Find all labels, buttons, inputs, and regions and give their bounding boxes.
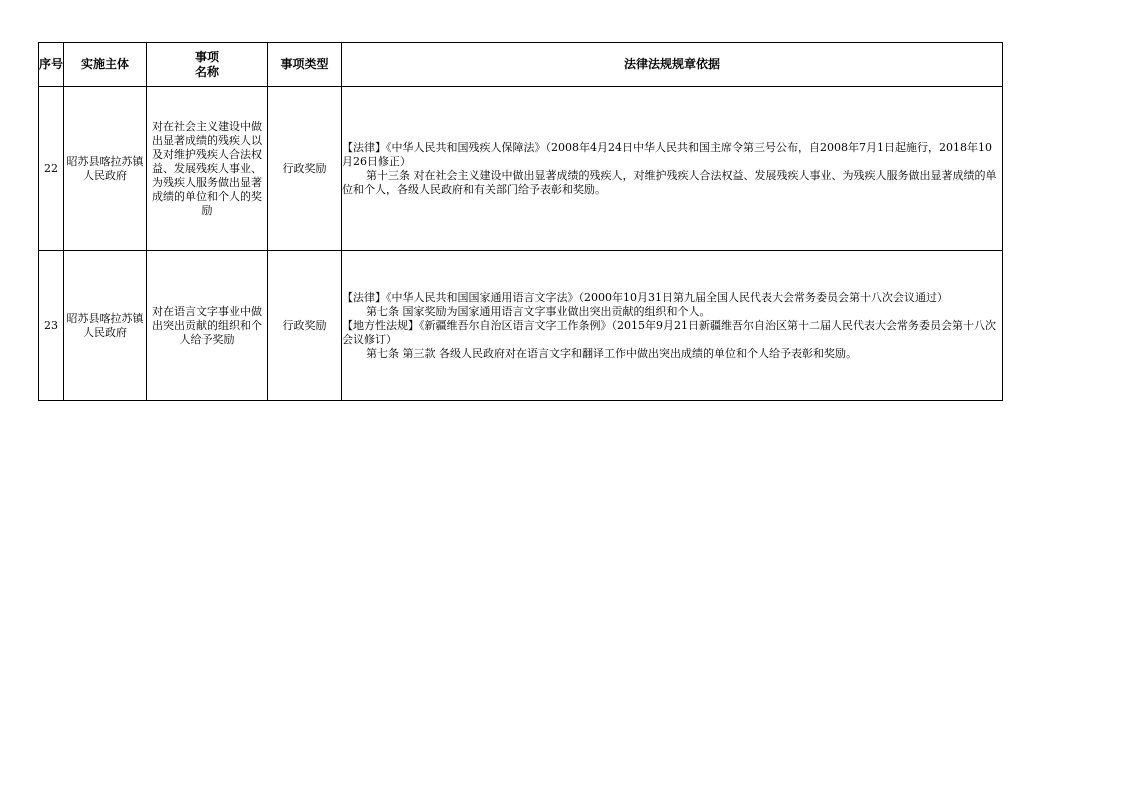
basis-law-citation: 【法律】《中华人民共和国国家通用语言文字法》（2000年10月31日第九届全国人民代表大会常务委员会第十八次会议通过） — [342, 290, 948, 304]
cell-basis — [342, 251, 1003, 401]
header-item-line1: 事项 — [194, 49, 219, 64]
header-item-line2: 名称 — [194, 64, 219, 79]
table-row — [39, 251, 1003, 401]
cell-item: 对在语言文字事业中做出突出贡献的组织和个人给予奖励 — [147, 251, 268, 401]
cell-subject: 昭苏县喀拉苏镇人民政府 — [64, 87, 147, 251]
items-table — [38, 42, 1003, 401]
header-item — [147, 43, 268, 87]
header-subject: 实施主体 — [64, 43, 147, 87]
basis-law-citation: 【法律】《中华人民共和国残疾人保障法》（2008年4月24日中华人民共和国主席令第三号公布，自2008年7月1日起施行，2018年10月26日修正） — [342, 140, 992, 168]
basis-regulation-citation: 【地方性法规】《新疆维吾尔自治区语言文字工作条例》（2015年9月21日新疆维吾尔自治区第十二届人民代表大会常务委员会第十八次会议修订） — [342, 318, 996, 346]
cell-item: 对在社会主义建设中做出显著成绩的残疾人以及对维护残疾人合法权益、发展残疾人事业、为残疾人服务做出显著成绩的单位和个人的奖励 — [147, 87, 268, 251]
header-basis: 法律法规规章依据 — [342, 43, 1003, 87]
basis-article-text: 第七条 第三款 各级人民政府对在语言文字和翻译工作中做出突出成绩的单位和个人给予表彰和奖励。 — [366, 346, 857, 360]
basis-article-text: 第七条 国家奖励为国家通用语言文字事业做出突出贡献的组织和个人。 — [366, 304, 711, 318]
table-header-row — [39, 43, 1003, 87]
cell-type: 行政奖励 — [268, 87, 342, 251]
cell-basis — [342, 87, 1003, 251]
header-seq: 序号 — [39, 43, 64, 87]
basis-article-text: 第十三条 对在社会主义建设中做出显著成绩的残疾人，对维护残疾人合法权益、发展残疾人事业、为残疾人服务做出显著成绩的单位和个人，各级人民政府和有关部门给予表彰和奖励。 — [342, 168, 997, 196]
cell-seq: 22 — [39, 87, 64, 251]
header-type: 事项类型 — [268, 43, 342, 87]
cell-subject: 昭苏县喀拉苏镇人民政府 — [64, 251, 147, 401]
cell-seq: 23 — [39, 251, 64, 401]
cell-type: 行政奖励 — [268, 251, 342, 401]
table-row — [39, 87, 1003, 251]
